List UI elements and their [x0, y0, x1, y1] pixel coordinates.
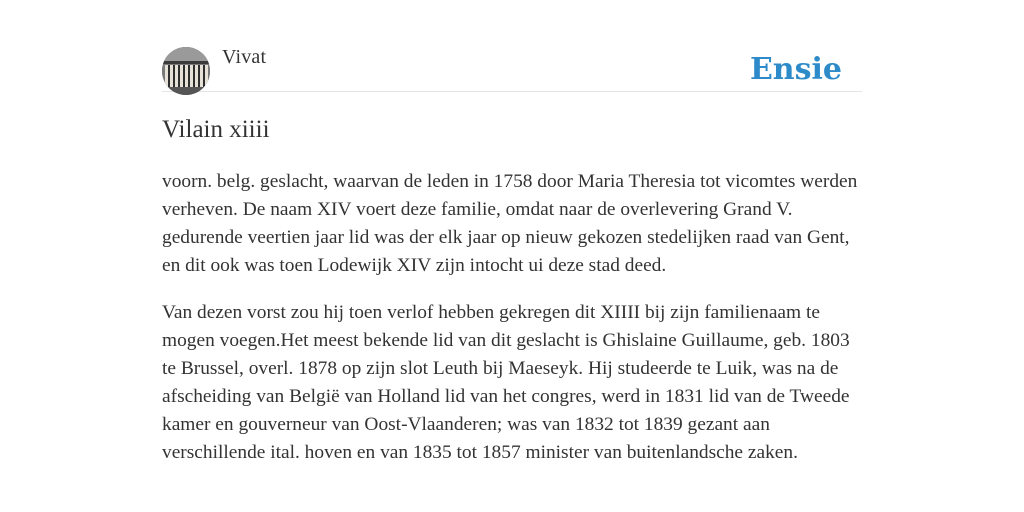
article-paragraph: Van dezen vorst zou hij toen verlof hebben gekregen dit XIIII bij zijn familienaam te mogen voegen.Het meest bekende lid van dit geslacht is Ghislaine Guillaume, geb. 1803 te Brussel, overl. 1878 op zijn slot Leuth bij Maeseyk. Hij studeerde te Luik, was na de afscheiding van België van Holland lid van het congres, werd in 1831 lid van de Tweede kamer en gouverneur van Oost-Vlaanderen; was van 1832 tot 1839 gezant aan verschillende ital. hoven en van 1835 tot 1857 minister van buitenlandsche zaken. [162, 302, 850, 463]
author-avatar[interactable] [162, 47, 210, 95]
brand-logo[interactable]: Ensie [749, 52, 842, 87]
article-title: Vilain xiiii [162, 116, 270, 143]
article-paragraph: voorn. belg. geslacht, waarvan de leden in 1758 door Maria Theresia tot vicomtes werden verheven. De naam XIV voert deze familie, omdat naar de overlevering Grand V. gedurende veertien jaar lid was der elk jaar op nieuw gekozen stedelijken raad van Gent, en dit ook was toen Lodewijk XIV zijn intocht ui deze stad deed. [162, 171, 858, 276]
page-container [162, 0, 862, 463]
article-body [162, 168, 862, 486]
author-name[interactable]: Vivat [222, 46, 267, 68]
avatar-image [162, 47, 210, 95]
header [162, 0, 862, 92]
